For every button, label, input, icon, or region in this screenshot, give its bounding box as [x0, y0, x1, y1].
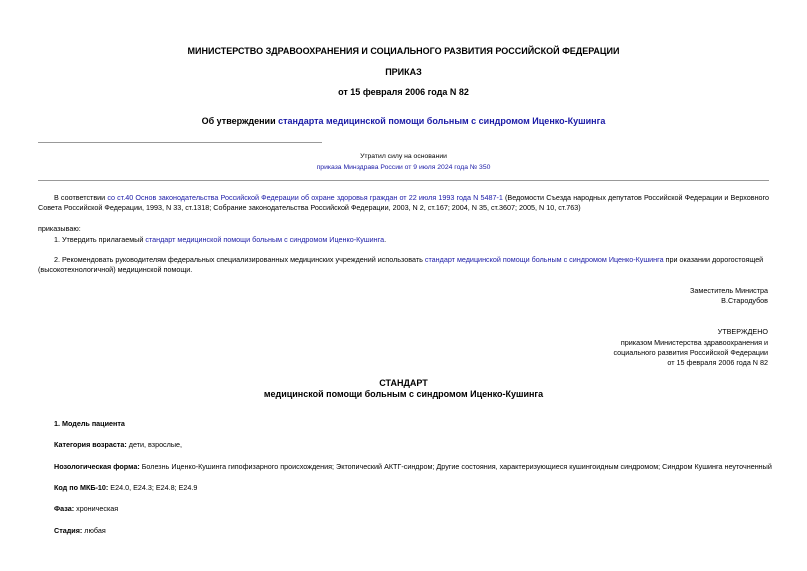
order-item-2 [38, 255, 769, 275]
order-item-2-suffix: при оказании дорогостоящей (высокотехнологичной) медицинской помощи. [38, 255, 764, 274]
ministry-heading: МИНИСТЕРСТВО ЗДРАВООХРАНЕНИЯ И СОЦИАЛЬНОГО РАЗВИТИЯ РОССИЙСКОЙ ФЕДЕРАЦИИ [187, 46, 620, 56]
phase-value: хроническая [76, 504, 119, 513]
order-word: приказываю: [38, 224, 81, 233]
signature-name: В.Стародубов [721, 296, 768, 305]
order-item-1 [54, 235, 769, 245]
order-item-2-link[interactable]: стандарт медицинской помощи больным с синдромом Иценко-Кушинга [424, 255, 664, 264]
approval-line-1: УТВЕРЖДЕНО [717, 327, 768, 336]
divider-short [38, 142, 322, 143]
preamble-prefix: В соответствии [54, 193, 106, 202]
age-value: дети, взрослые, [128, 440, 183, 449]
order-item-1-suffix: . [384, 235, 387, 244]
law-article-link[interactable]: со ст.40 Основ законодательства Российской Федерации об охране здоровья граждан от 22 июля 1993 года N 5487-1 [107, 193, 503, 202]
phase-label: Фаза: [54, 504, 75, 513]
approval-line-3: социального развития Российской Федерации [613, 348, 768, 357]
standard-link[interactable]: стандарта медицинской помощи больным с синдромом Иценко-Кушинга [278, 116, 606, 126]
model-heading: 1. Модель пациента [54, 419, 125, 428]
approval-line-2: приказом Министерства здравоохранения и [620, 338, 768, 347]
standard-title: СТАНДАРТ [379, 378, 428, 388]
signature-position: Заместитель Министра [690, 286, 768, 295]
age-label: Категория возраста: [54, 440, 127, 449]
model-field-icd [54, 483, 197, 493]
order-item-1-link[interactable]: стандарт медицинской помощи больным с синдромом Иценко-Кушинга [145, 235, 385, 244]
notice-text: Утратил силу на основании [360, 153, 447, 160]
doc-date: от 15 февраля 2006 года N 82 [338, 87, 469, 97]
model-field-stage [54, 526, 106, 536]
nosology-label: Нозологическая форма: [54, 462, 140, 471]
order-item-2-prefix: 2. Рекомендовать руководителям федеральных специализированных медицинских учреждений использовать [54, 255, 423, 264]
repeal-order-link[interactable]: приказа Минздрава России от 9 июля 2024 года № 350 [316, 164, 491, 171]
preamble [38, 193, 769, 213]
preamble-suffix: (Ведомости Съезда народных депутатов Российской Федерации и Верховного Совета Российской Федерации, 1993, N 33, ст.1318; Собрание законодательства Российской Федерации, 2003, N 2, ст.167; 2004, N 35, ст.3607; 2005, N 10, ст.763) [38, 193, 770, 212]
doc-title [0, 116, 807, 126]
icd-label: Код по МКБ-10: [54, 483, 109, 492]
nosology-value: Болезнь Иценко-Кушинга гипофизарного происхождения; Эктопический АКТГ-синдром; Другие состояния, характеризующиеся кушингоидным синдромом; Синдром Кушинга неуточненный [141, 462, 772, 471]
doc-title-prefix: Об утверждении [201, 116, 276, 126]
order-item-1-prefix: 1. Утвердить прилагаемый [54, 235, 144, 244]
standard-subtitle: медицинской помощи больным с синдромом Иценко-Кушинга [263, 389, 544, 399]
stage-value: любая [84, 526, 106, 535]
divider-long [38, 180, 769, 181]
model-field-age [54, 440, 182, 450]
model-field-phase [54, 504, 118, 514]
notice-link-row [0, 164, 807, 171]
model-field-nosology [54, 462, 772, 472]
approval-line-4: от 15 февраля 2006 года N 82 [667, 358, 768, 367]
icd-value: E24.0, E24.3; E24.8; E24.9 [110, 483, 198, 492]
stage-label: Стадия: [54, 526, 83, 535]
doc-type: ПРИКАЗ [385, 67, 422, 77]
